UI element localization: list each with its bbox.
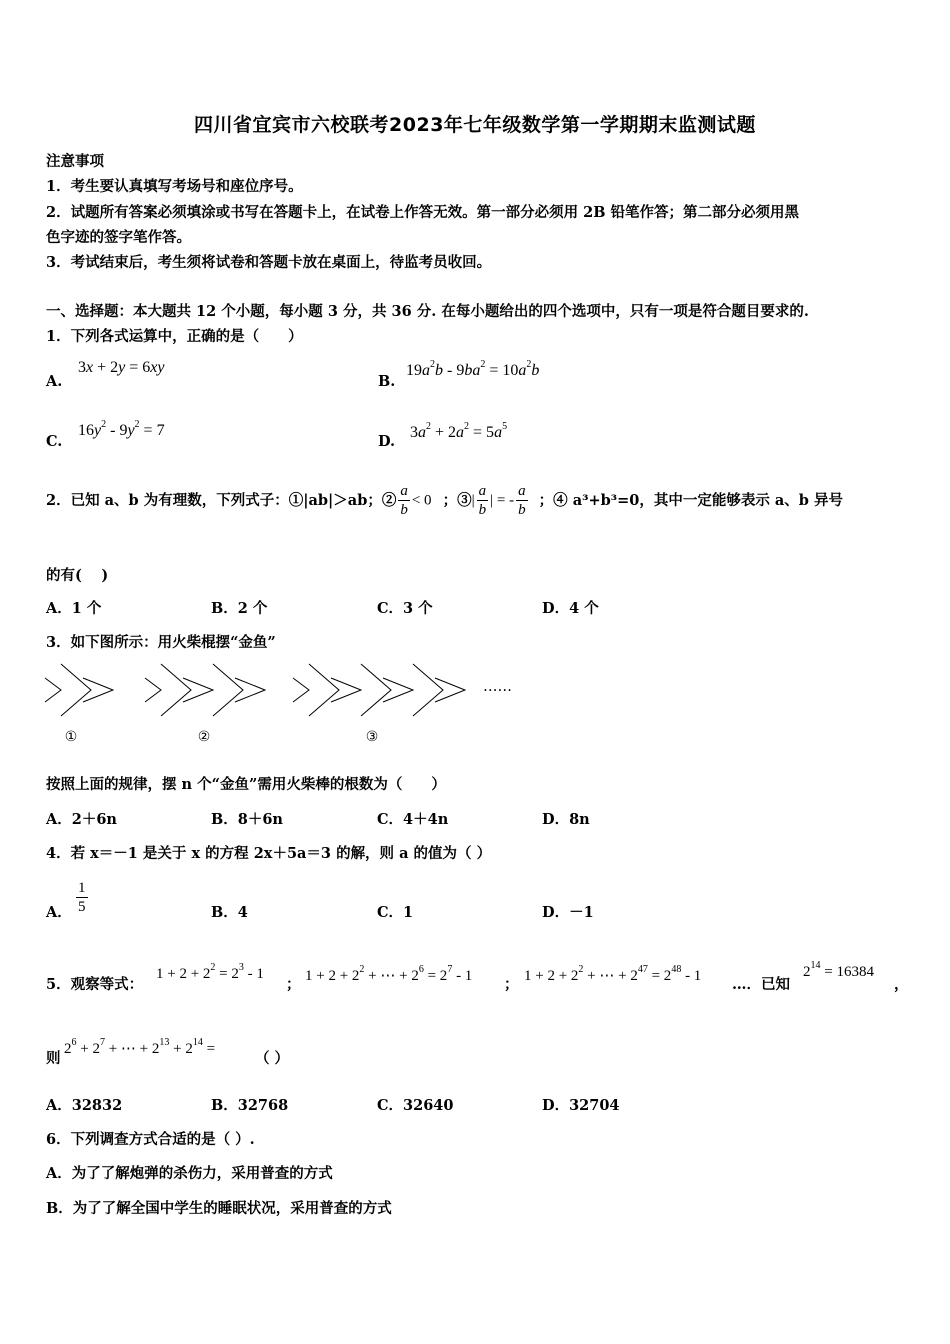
q1-option-a-formula: 3x + 2y = 6xy bbox=[78, 359, 165, 376]
q1-option-b-label: B. bbox=[378, 373, 396, 390]
q2-mid1: ；③ bbox=[442, 491, 472, 509]
q5-prefix: 5．观察等式： bbox=[46, 976, 144, 993]
goldfish-2 bbox=[145, 664, 265, 716]
q4-stem: 4．若 x＝－1 是关于 x 的方程 2x＋5a＝3 的解，则 a 的值为（ ） bbox=[46, 845, 492, 862]
q2-frac-abs: $\frac{a}{b}$ bbox=[478, 483, 487, 518]
goldfish-1 bbox=[45, 664, 113, 716]
notice-item-3: 3．考试结束后，考生须将试卷和答题卡放在桌面上，待监考员收回。 bbox=[46, 254, 492, 271]
q3-option-b: B．8＋6n bbox=[211, 811, 283, 828]
q2-option-a: A．1 个 bbox=[46, 600, 102, 617]
q6-option-a: A．为了了解炮弹的杀伤力，采用普查的方式 bbox=[46, 1165, 333, 1182]
q3-figure-label-2: ② bbox=[197, 729, 211, 745]
q3-stem: 3．如下图所示：用火柴棍摆“金鱼” bbox=[46, 634, 276, 651]
section-heading: 一、选择题：本大题共 12 个小题，每小题 3 分，共 36 分. 在每小题给出的四个选项中，只有一项是符合题目要求的. bbox=[46, 303, 809, 320]
q5-option-b: B．32768 bbox=[211, 1097, 289, 1114]
q5-comma: ， bbox=[894, 976, 909, 993]
q1-option-b-formula: $19a^2b - 9ba^2 = 10a^2b$ bbox=[406, 359, 540, 379]
q6-option-b: B．为了了解全国中学生的睡眠状况，采用普查的方式 bbox=[46, 1200, 392, 1217]
q3-figure-label-1: ① bbox=[64, 729, 78, 745]
q2-option-d: D．4 个 bbox=[542, 600, 599, 617]
q5-known-value: $2^{14} = 16384$ bbox=[803, 960, 874, 980]
q5-then: 则 bbox=[46, 1050, 61, 1067]
q2-tail: 的有( ) bbox=[46, 567, 109, 584]
q1-option-c-label: C. bbox=[46, 433, 63, 450]
notice-item-1: 1．考生要认真填写考场号和座位序号。 bbox=[46, 178, 303, 195]
q5-sep-1: ； bbox=[286, 976, 301, 993]
q5-equation-1: $1 + 2 + 2^2 = 2^3 - 1$ bbox=[156, 962, 264, 982]
q4-option-c: C．1 bbox=[377, 904, 414, 921]
exam-title: 四川省宜宾市六校联考2023年七年级数学第一学期期末监测试题 bbox=[194, 114, 756, 136]
q4-option-a-fraction: $\frac{1}{5}$ bbox=[78, 880, 86, 915]
q4-option-a-label: A． bbox=[46, 904, 72, 921]
q5-known: …．已知 bbox=[732, 976, 790, 993]
q5-equation-3: $1 + 2 + 2^2$ + ⋯ + $2^{47} = 2^{48} - 1$ bbox=[524, 964, 702, 984]
q3-option-c: C．4＋4n bbox=[377, 811, 449, 828]
q4-option-d: D．－1 bbox=[542, 904, 594, 921]
q2-option-c: C．3 个 bbox=[377, 600, 433, 617]
q2-prefix: 2．已知 a、b 为有理数，下列式子：①|ab|＞ab；② bbox=[46, 491, 397, 509]
q5-sep-2: ； bbox=[504, 976, 519, 993]
q2-option-b: B．2 个 bbox=[211, 600, 268, 617]
q1-option-d-formula: $3a^2 + 2a^2 = 5a^5$ bbox=[410, 421, 508, 441]
q5-target-sum: $2^6 + 2^7$ + ⋯ + $2^{13} + 2^{14}$ = bbox=[64, 1037, 216, 1057]
q1-option-c-formula: $16y^2 - 9y^2 = 7$ bbox=[78, 419, 165, 439]
notice-item-2: 2．试题所有答案必须填涂或书写在答题卡上，在试卷上作答无效。第一部分必须用 2B 铅笔作答；第二部分必须用黑 bbox=[46, 204, 800, 221]
q5-end: （ ） bbox=[255, 1050, 290, 1067]
notice-heading: 注意事项 bbox=[46, 153, 104, 170]
q2-frac-a-over-b: $\frac{a}{b}$ bbox=[400, 483, 408, 518]
q3-figure-ellipsis: …… bbox=[483, 679, 512, 695]
q2-mid2: ；④ a³+b³=0，其中一定能够表示 a、b 异号 bbox=[538, 491, 843, 509]
goldfish-figure bbox=[40, 660, 520, 722]
q1-stem: 1．下列各式运算中，正确的是（ ） bbox=[46, 328, 303, 345]
q5-option-d: D．32704 bbox=[542, 1097, 620, 1114]
q2-stem: 2．已知 a、b 为有理数，下列式子：①|ab|＞ab；② $\frac{a}{b}$ < 0 ；③| $\frac{a}{b}$ | = - $\frac{a}{b}$ ；④ a³+b³=0，其中一定能够表示 a、b 异号 bbox=[46, 483, 843, 518]
q3-option-a: A．2＋6n bbox=[46, 811, 117, 828]
notice-item-2-cont: 色字迹的签字笔作答。 bbox=[46, 229, 191, 246]
q6-stem: 6．下列调查方式合适的是（ ）. bbox=[46, 1131, 255, 1148]
q1-option-d-label: D. bbox=[378, 433, 396, 450]
q5-option-c: C．32640 bbox=[377, 1097, 454, 1114]
q5-equation-2: $1 + 2 + 2^2$ + ⋯ + $2^6 = 2^7 - 1$ bbox=[305, 964, 473, 984]
q5-option-a: A．32832 bbox=[46, 1097, 123, 1114]
q3-figure-label-3: ③ bbox=[365, 729, 379, 745]
q3-option-d: D．8n bbox=[542, 811, 590, 828]
q3-question: 按照上面的规律，摆 n 个“金鱼”需用火柴棒的根数为（ ） bbox=[46, 776, 446, 793]
q4-option-b: B．4 bbox=[211, 904, 248, 921]
q1-option-a-label: A. bbox=[46, 373, 63, 390]
goldfish-3 bbox=[293, 664, 465, 716]
q2-frac-neg: $\frac{a}{b}$ bbox=[518, 483, 526, 518]
